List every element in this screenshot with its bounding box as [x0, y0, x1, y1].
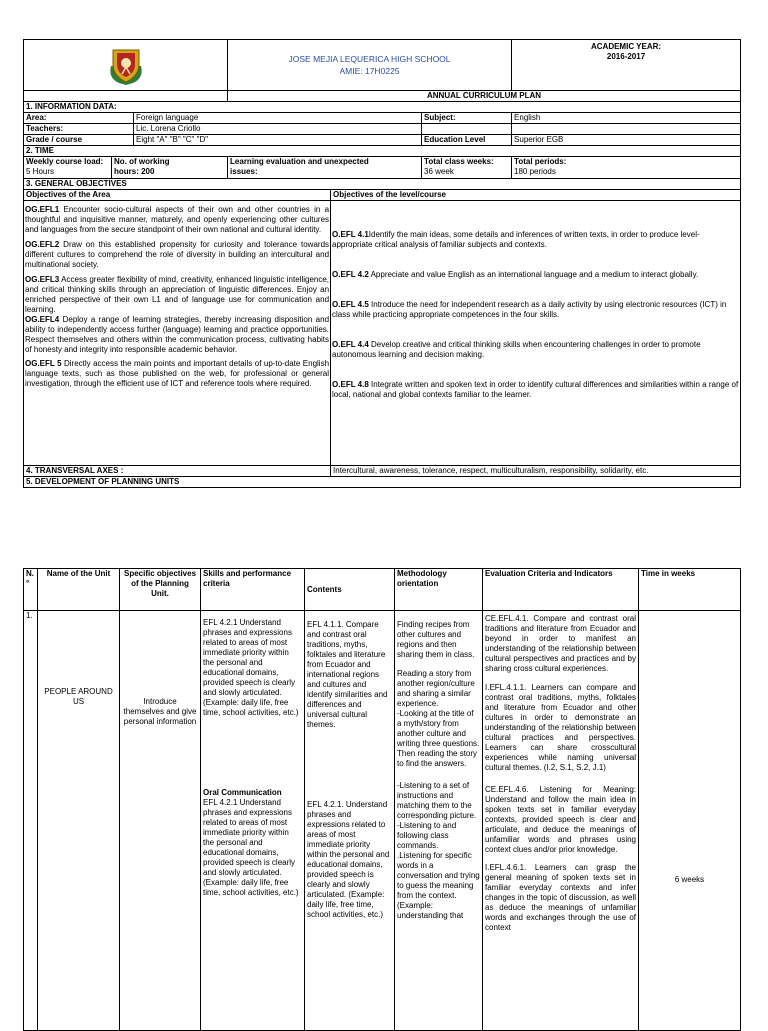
planning-units-table — [23, 568, 741, 1031]
academic-year-cell — [512, 40, 741, 91]
weekly-load-label: Weekly course load: — [26, 157, 104, 166]
col-contents: Contents — [305, 569, 395, 611]
teachers-label: Teachers: — [24, 124, 134, 135]
col-skills: Skills and performance criteria — [201, 569, 305, 611]
area-label: Area: — [24, 113, 134, 124]
evaluation-text: I.EFL.4.6.1. Learners can grasp the general meaning of spoken texts set in familiar everyday contexts and infer changes in the topic of discussion, as well as deduce the meanings of unfamiliar words and exchanges through the use of context — [485, 863, 636, 932]
teachers-value: Lic. Lorena Criollo — [134, 124, 422, 135]
level-objective: O.EFL 4.5 Introduce the need for independent research as a daily activity by using electronic resources (ICT) in class while practicing appropriate competences in the four skills. — [332, 300, 727, 319]
methodology-text: Finding recipes from other cultures and regions and then sharing them in class. — [397, 620, 475, 659]
area-objective: OG.EFL3 Access greater flexibility of mind, creativity, enhanced linguistic intelligence, and critical thinking skills through an appreciation of linguistic differences. Enjoy an enriched perspective of their own L1 and of language use for communication and learning. — [25, 275, 330, 314]
skills-text: EFL 4.2.1 Understand phrases and expressions related to areas of most immediate priority within the personal and educational domains, provided speech is clearly and slowly articulated. (Example: daily life, free time, school activities, etc.) — [203, 618, 299, 717]
evaluation-text: I.EFL.4.1.1. Learners can compare and contrast oral traditions, myths, folktales and literature from Ecuador and other cultures in order to demonstrate an understanding of the relationship between cultural practices and perspectives. Learners can share crosscultural experiences while naming universal cultural themes. (I.2, S.1, S.2, J.1) — [485, 683, 636, 772]
unit-number: 1. — [24, 611, 38, 1031]
unit-specific-objective: Introduce themselves and give personal information — [120, 611, 201, 1031]
periods-cell — [512, 157, 741, 179]
unit-name: PEOPLE AROUND US — [38, 611, 120, 1031]
academic-year-label: ACADEMIC YEAR: — [590, 42, 662, 51]
area-objectives-list — [24, 201, 331, 466]
evaluation-cell — [228, 157, 422, 179]
grade-value: Eight "A" "B" "C" "D" — [134, 135, 422, 146]
subject-value: English — [512, 113, 741, 124]
school-logo-cell — [24, 40, 228, 91]
class-weeks-label: Total class weeks: — [424, 157, 494, 166]
education-level-label: Education Level — [422, 135, 512, 146]
evaluation-text: CE.EFL.4.6. Listening for Meaning: Understand and follow the main idea in spoken texts set in familiar everyday contexts, provided speech is clear and articulate, and deduce the meanings of unfamiliar words and phrases using context clues and/or prior knowledge. — [485, 785, 636, 854]
col-time: Time in weeks — [639, 569, 741, 611]
unit-evaluation — [483, 611, 639, 1031]
col-specific-objectives: Specific objectives of the Planning Unit. — [120, 569, 201, 611]
methodology-text: -Listening to and following class commands. — [397, 821, 457, 850]
area-objective: OG.EFL4 Deploy a range of learning strategies, thereby increasing disposition and ability to independently access further (language) learning and practice opportunities. Respect themselves and others within the communication process, cultivating habits of honesty and integrity into responsible academic behavior. — [25, 315, 330, 354]
col-number: N. ° — [24, 569, 38, 611]
objectives-section-title: 3. GENERAL OBJECTIVES — [24, 179, 741, 190]
skills-text: EFL 4.2.1 Understand phrases and expressions related to areas of most immediate priority within the personal and educational domains, provided speech is clearly and slowly articulated. (Example: daily life, free time, school activities, etc.) — [203, 798, 299, 897]
level-objective: O.EFL 4.1Identify the main ideas, some details and inferences of written texts, in order to produce level-appropriate critical analysis of familiar subjects and contexts. — [332, 230, 700, 249]
unit-skills — [201, 611, 305, 1031]
academic-year-value: 2016-2017 — [606, 52, 646, 61]
evaluation-label: Learning evaluation and unexpected — [230, 157, 369, 166]
evaluation-text: CE.EFL.4.1. Compare and contrast oral traditions and literature from Ecuador and beyond in order to manifest an understanding of the relationship between cultural perspectives and practices and by sharing cross cultural experiences. — [485, 614, 636, 673]
area-objective: OG.EFL1 Encounter socio-cultural aspects of their own and other countries in a thoughtful and inquisitive manner, maturely, and openly experiencing other cultures and languages from the secure standpoint of their own national and cultural identity. — [25, 205, 330, 234]
area-value: Foreign language — [134, 113, 422, 124]
area-objective: OG.EFL 5 Directly access the main points and important details of up-to-date English language texts, such as those published on the web, for professional or general investigation, through the efficient use of ICT and reference tools where required. — [25, 359, 330, 388]
area-objective: OG.EFL2 Draw on this established propensity for curiosity and tolerance towards different cultures to comprehend the role of diversity in building an intercultural and multinational society. — [25, 240, 330, 269]
contents-text: EFL 4.2.1. Understand phrases and expressions related to areas of most immediate priority within the personal and educational domains, provided speech is clearly and slowly articulated. (Example: daily life, free time, school activities, etc.) — [307, 800, 390, 919]
level-objectives-heading: Objectives of the level/course — [331, 190, 741, 201]
unit-contents — [305, 611, 395, 1031]
info-section-title: 1. INFORMATION DATA: — [24, 102, 741, 113]
col-methodology: Methodology orientation — [395, 569, 483, 611]
weekly-load-cell — [24, 157, 112, 179]
evaluation-value: issues: — [230, 167, 258, 176]
school-amie: AMIE: 17H0225 — [339, 66, 400, 76]
working-hours-label: No. of working — [114, 157, 170, 166]
working-hours-cell — [112, 157, 228, 179]
curriculum-plan-table — [23, 39, 741, 488]
plan-title: ANNUAL CURRICULUM PLAN — [228, 91, 741, 102]
weekly-load-value: 5 Hours — [26, 167, 55, 176]
level-objectives-list — [331, 201, 741, 466]
transversal-axes-label: 4. TRANSVERSAL AXES : — [24, 466, 331, 477]
area-objectives-heading: Objectives of the Area — [24, 190, 331, 201]
working-hours-value: hours: 200 — [114, 167, 155, 176]
methodology-text: -Looking at the title of a myth/story from another culture and writing three questions. Then reading the story to find the answers. — [397, 709, 480, 768]
time-section-title: 2. TIME — [24, 146, 741, 157]
transversal-axes-value: Intercultural, awareness, tolerance, respect, multiculturalism, responsibility, solidarity, etc. — [331, 466, 741, 477]
level-objective: O.EFL 4.2 Appreciate and value English as an international language and a medium to interact globally. — [332, 270, 699, 279]
col-unit-name: Name of the Unit — [38, 569, 120, 611]
methodology-text: Reading a story from another region/culture and sharing a similar experience. — [397, 669, 475, 708]
unit-methodology — [395, 611, 483, 1031]
class-weeks-cell — [422, 157, 512, 179]
periods-value: 180 periods — [514, 167, 556, 176]
subject-label: Subject: — [422, 113, 512, 124]
contents-text: EFL 4.1.1. Compare and contrast oral traditions, myths, folktales and literature from Ecuador and international regions and cultures and identify similarities and differences and universal cultural themes. — [307, 620, 388, 729]
unit-time: 6 weeks — [639, 611, 741, 1031]
school-name: JOSE MEJIA LEQUERICA HIGH SCHOOL — [288, 54, 451, 64]
periods-label: Total periods: — [514, 157, 567, 166]
methodology-text: .Listening for specific words in a conversation and trying to guess the meaning from the context. (Example: understanding that — [397, 851, 480, 920]
methodology-text: -Listening to a set of instructions and matching them to the corresponding picture. — [397, 781, 477, 820]
level-objective: O.EFL 4.4 Develop creative and critical thinking skills when encountering challenges in order to promote autonomous learning and decision making. — [332, 340, 701, 359]
school-crest-logo — [105, 44, 147, 86]
class-weeks-value: 36 week — [424, 167, 454, 176]
school-header — [228, 40, 512, 91]
skills-subheading: Oral Communication — [203, 788, 282, 797]
col-evaluation: Evaluation Criteria and Indicators — [483, 569, 639, 611]
education-level-value: Superior EGB — [512, 135, 741, 146]
grade-label: Grade / course — [24, 135, 134, 146]
development-section-title: 5. DEVELOPMENT OF PLANNING UNITS — [24, 477, 741, 488]
level-objective: O.EFL 4.8 Integrate written and spoken text in order to identify cultural differences and similarities within a range of local, national and global contexts familiar to the learner. — [332, 380, 739, 399]
